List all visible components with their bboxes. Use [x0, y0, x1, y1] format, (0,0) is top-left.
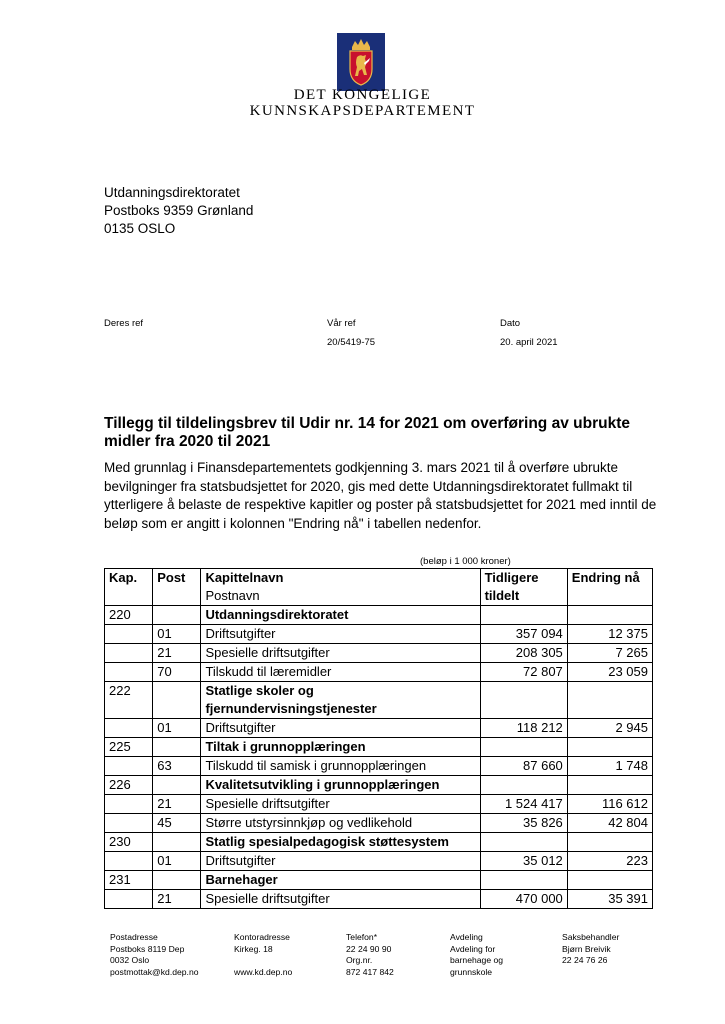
cell-kap: [105, 795, 153, 814]
cell-name: Spesielle driftsutgifter: [201, 795, 480, 814]
footer-office-label: Kontoradresse: [234, 932, 290, 942]
footer-dept-label: Avdeling: [450, 932, 483, 942]
var-ref-label: Vår ref: [327, 318, 356, 329]
department-name-line2: KUNNSKAPSDEPARTEMENT: [249, 102, 476, 119]
header-name: [201, 569, 480, 606]
cell-prev: 208 305: [480, 644, 567, 663]
header-kapittelnavn: Kapittelnavn: [205, 570, 284, 585]
cell-kap: [105, 644, 153, 663]
footer-office-blank: [234, 955, 292, 967]
table-row: [105, 833, 653, 852]
footer-postal-label: Postadresse: [110, 932, 158, 942]
table-row: [105, 663, 653, 682]
footer-orgnr-value: 872 417 842: [346, 966, 394, 977]
cell-post: [153, 682, 201, 719]
table-row: [105, 852, 653, 871]
cell-change: 23 059: [567, 663, 652, 682]
cell-change: 7 265: [567, 644, 652, 663]
cell-change: 12 375: [567, 625, 652, 644]
dato-value: 20. april 2021: [500, 337, 558, 348]
cell-prev: 35 012: [480, 852, 567, 871]
cell-name-line1: Statlige skoler og: [205, 683, 314, 698]
cell-post: [153, 738, 201, 757]
header-tildelt: tildelt: [484, 588, 520, 603]
cell-change: 116 612: [567, 795, 652, 814]
cell-change: 1 748: [567, 757, 652, 776]
cell-change: 35 391: [567, 890, 652, 909]
table-row: [105, 606, 653, 625]
cell-kap: [105, 814, 153, 833]
footer-officer-name: Bjørn Breivik: [562, 943, 611, 954]
letter-title: Tillegg til tildelingsbrev til Udir nr. 14 for 2021 om overføring av ubrukte midler fra 2020 til 2021: [104, 415, 630, 450]
cell-name: Driftsutgifter: [201, 719, 480, 738]
cell-change: [567, 871, 652, 890]
coat-of-arms-logo: [337, 33, 385, 91]
cell-change: [567, 776, 652, 795]
table-row: [105, 814, 653, 833]
department-name: [240, 88, 485, 119]
cell-name: Kvalitetsutvikling i grunnopplæringen: [201, 776, 480, 795]
footer-phone-number: 22 24 90 90: [346, 943, 392, 954]
cell-post: 01: [153, 852, 201, 871]
cell-post: [153, 871, 201, 890]
cell-change: [567, 606, 652, 625]
table-row: [105, 682, 653, 719]
cell-kap: 222: [105, 682, 153, 719]
cell-kap: [105, 625, 153, 644]
table-row: [105, 757, 653, 776]
footer-postal-address: [110, 932, 199, 978]
cell-prev: [480, 833, 567, 852]
cell-change: [567, 738, 652, 757]
cell-change: 223: [567, 852, 652, 871]
cell-name: Driftsutgifter: [201, 852, 480, 871]
cell-name: Statlig spesialpedagogisk støttesystem: [201, 833, 480, 852]
dato-label: Dato: [500, 318, 521, 329]
cell-name: [201, 682, 480, 719]
cell-prev: [480, 871, 567, 890]
cell-post: 21: [153, 890, 201, 909]
footer-officer-phone: 22 24 76 26: [562, 955, 608, 965]
cell-post: 70: [153, 663, 201, 682]
cell-prev: 87 660: [480, 757, 567, 776]
cell-post: 21: [153, 644, 201, 663]
cell-post: 21: [153, 795, 201, 814]
table-row: [105, 890, 653, 909]
cell-change: [567, 833, 652, 852]
footer-website[interactable]: www.kd.dep.no: [234, 966, 293, 977]
cell-change: 42 804: [567, 814, 652, 833]
cell-change: 2 945: [567, 719, 652, 738]
table-row: [105, 738, 653, 757]
cell-kap: [105, 663, 153, 682]
header-previous: [480, 569, 567, 606]
cell-prev: 72 807: [480, 663, 567, 682]
cell-prev: 470 000: [480, 890, 567, 909]
header-kap: Kap.: [105, 569, 153, 606]
recipient-address: [104, 184, 253, 238]
footer-postal-city: 0032 Oslo: [110, 955, 150, 965]
cell-kap: 220: [105, 606, 153, 625]
department-name-line1: DET KONGELIGE: [293, 87, 432, 103]
cell-name-line2: fjernundervisningstjenester: [205, 701, 377, 716]
cell-kap: [105, 719, 153, 738]
header-tidligere: Tidligere: [484, 570, 539, 585]
table-row: [105, 776, 653, 795]
cell-prev: 357 094: [480, 625, 567, 644]
table-row: [105, 625, 653, 644]
cell-post: 01: [153, 719, 201, 738]
cell-name: Spesielle driftsutgifter: [201, 644, 480, 663]
cell-post: [153, 833, 201, 852]
cell-name: Tiltak i grunnopplæringen: [201, 738, 480, 757]
recipient-city: 0135 OSLO: [104, 221, 176, 236]
cell-name: Spesielle driftsutgifter: [201, 890, 480, 909]
cell-prev: [480, 682, 567, 719]
cell-prev: 1 524 417: [480, 795, 567, 814]
cell-post: 45: [153, 814, 201, 833]
header-change: Endring nå: [567, 569, 652, 606]
cell-prev: 35 826: [480, 814, 567, 833]
deres-ref-label: Deres ref: [104, 318, 144, 329]
recipient-name: Utdanningsdirektoratet: [104, 185, 240, 200]
cell-change: [567, 682, 652, 719]
cell-kap: 225: [105, 738, 153, 757]
footer-dept-line3: grunnskole: [450, 966, 493, 977]
table-row: [105, 719, 653, 738]
cell-kap: [105, 757, 153, 776]
footer-case-officer: [562, 932, 619, 967]
cell-name: Tilskudd til samisk i grunnopplæringen: [201, 757, 480, 776]
table-row: [105, 795, 653, 814]
table-row: [105, 644, 653, 663]
cell-name: Utdanningsdirektoratet: [201, 606, 480, 625]
unit-note: (beløp i 1 000 kroner): [420, 556, 511, 567]
cell-kap: 231: [105, 871, 153, 890]
cell-prev: [480, 606, 567, 625]
cell-kap: 230: [105, 833, 153, 852]
footer-dept-line1: Avdeling for: [450, 943, 496, 954]
recipient-postbox: Postboks 9359 Grønland: [104, 203, 254, 218]
cell-prev: [480, 738, 567, 757]
cell-name: Barnehager: [201, 871, 480, 890]
cell-name: Tilskudd til læremidler: [201, 663, 480, 682]
cell-post: 63: [153, 757, 201, 776]
footer-phone-label: Telefon*: [346, 932, 378, 942]
cell-kap: [105, 890, 153, 909]
header-postnavn: Postnavn: [205, 588, 260, 603]
budget-table: [104, 568, 653, 909]
footer-office-street: Kirkeg. 18: [234, 943, 273, 954]
cell-post: [153, 776, 201, 795]
footer-dept-line2: barnehage og: [450, 955, 504, 965]
footer-phone: [346, 932, 394, 978]
footer-department: [450, 932, 503, 978]
footer-email[interactable]: postmottak@kd.dep.no: [110, 966, 199, 977]
cell-kap: [105, 852, 153, 871]
footer-officer-label: Saksbehandler: [562, 932, 620, 942]
cell-kap: 226: [105, 776, 153, 795]
footer-orgnr-label: Org.nr.: [346, 955, 373, 965]
letter-body: Med grunnlag i Finansdepartementets godkjenning 3. mars 2021 til å overføre ubrukte bevilgninger fra statsbudsjettet for 2020, gis med dette Utdanningsdirektoratet fullmakt til ytterligere å belaste de respektive kapitler og poster på statsbudsjettet for 2021 med inntil de beløp som er angitt i kolonnen "Endring nå" i tabellen nedenfor.: [104, 460, 657, 531]
cell-post: 01: [153, 625, 201, 644]
header-post: Post: [153, 569, 201, 606]
cell-name: Større utstyrsinnkjøp og vedlikehold: [201, 814, 480, 833]
footer-postal-box: Postboks 8119 Dep: [110, 943, 185, 954]
cell-prev: [480, 776, 567, 795]
table-header-row: [105, 569, 653, 606]
cell-name: Driftsutgifter: [201, 625, 480, 644]
footer-office-address: [234, 932, 292, 978]
cell-post: [153, 606, 201, 625]
table-row: [105, 871, 653, 890]
cell-prev: 118 212: [480, 719, 567, 738]
var-ref-value: 20/5419-75: [327, 337, 376, 348]
